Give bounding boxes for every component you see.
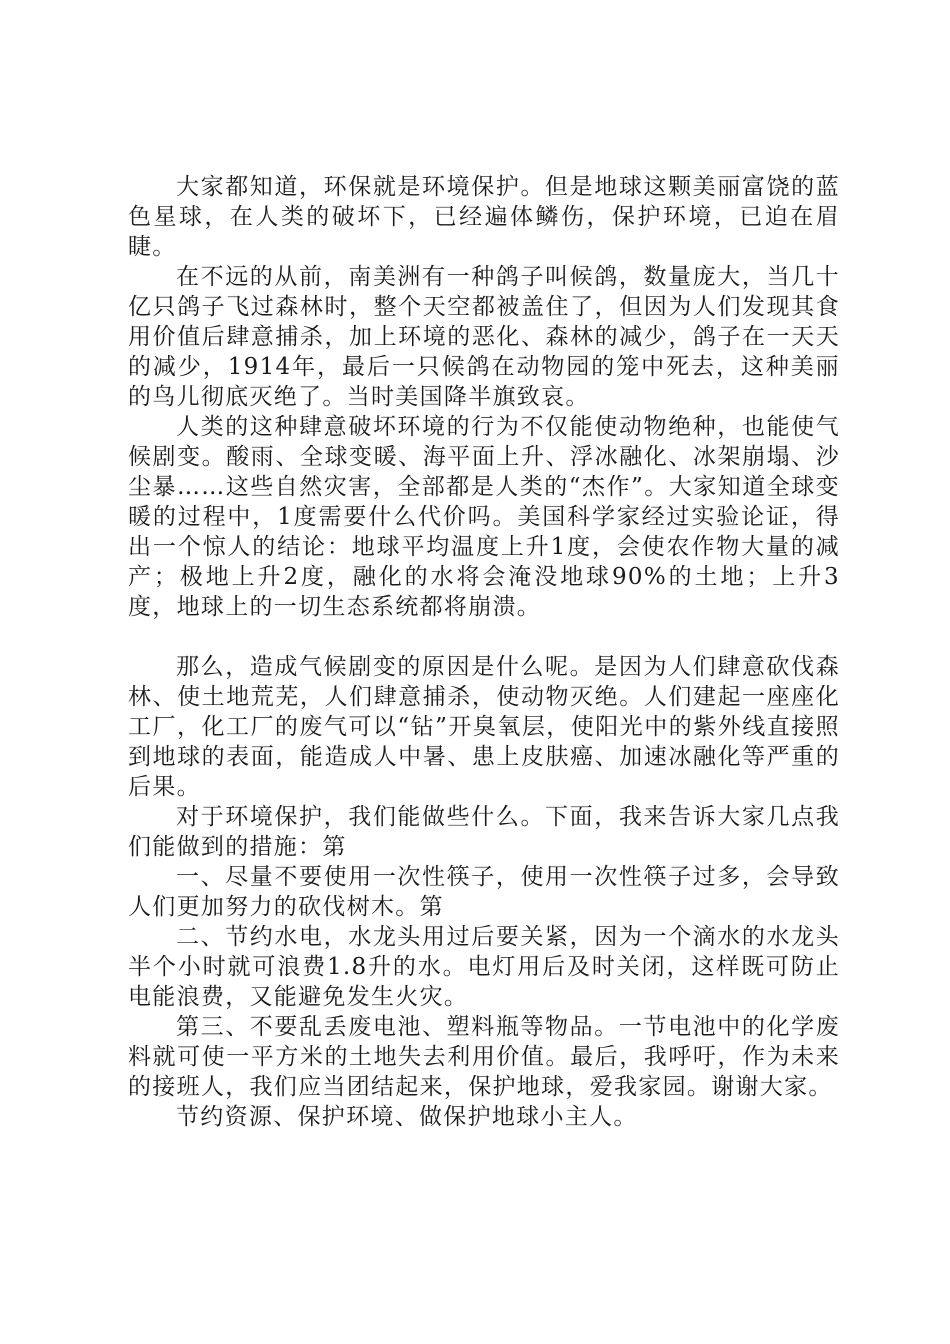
document-body xyxy=(128,172,840,1132)
paragraph-measure-two: 二、节约水电，水龙头用过后要关紧，因为一个滴水的水龙头半个小时就可浪费1.8升的水。电灯用后及时关闭，这样既可防止电能浪费，又能避免发生火灾。 xyxy=(128,924,840,1010)
paragraph-climate-change: 人类的这种肆意破坏环境的行为不仅能使动物绝种，也能使气候剧变。酸雨、全球变暖、海平面上升、浮冰融化、冰架崩塌、沙尘暴……这些自然灾害，全部都是人类的“杰作”。大家知道全球变暖的过程中，1度需要什么代价吗。美国科学家经过实验论证，得出一个惊人的结论：地球平均温度上升1度，会使农作物大量的减产；极地上升2度，融化的水将会淹没地球90%的土地；上升3度，地球上的一切生态系统都将崩溃。 xyxy=(128,414,840,620)
paragraph-measure-three: 第三、不要乱丢废电池、塑料瓶等物品。一节电池中的化学废料就可使一平方米的土地失去利用价值。最后，我呼吁，作为未来的接班人，我们应当团结起来，保护地球，爱我家园。谢谢大家。 xyxy=(128,1014,840,1100)
paragraph-intro: 大家都知道，环保就是环境保护。但是地球这颗美丽富饶的蓝色星球，在人类的破坏下，已经遍体鳞伤，保护环境，已迫在眉睫。 xyxy=(128,174,840,260)
paragraph-passenger-pigeon: 在不远的从前，南美洲有一种鸽子叫候鸽，数量庞大，当几十亿只鸽子飞过森林时，整个天空都被盖住了，但因为人们发现其食用价值后肆意捕杀，加上环境的恶化、森林的减少，鸽子在一天天的减少，1914年，最后一只候鸽在动物园的笼中死去，这种美丽的鸟儿彻底灭绝了。当时美国降半旗致哀。 xyxy=(128,264,840,410)
paragraph-spacer xyxy=(128,622,840,652)
paragraph-closing-slogan: 节约资源、保护环境、做保护地球小主人。 xyxy=(176,1104,638,1130)
paragraph-causes: 那么，造成气候剧变的原因是什么呢。是因为人们肆意砍伐森林、使土地荒芜，人们肆意捕杀，使动物灭绝。人们建起一座座化工厂，化工厂的废气可以“钻”开臭氧层，使阳光中的紫外线直接照到地球的表面，能造成人中暑、患上皮肤癌、加速冰融化等严重的后果。 xyxy=(128,654,840,800)
paragraph-measure-one: 一、尽量不要使用一次性筷子，使用一次性筷子过多，会导致人们更加努力的砍伐树木。第 xyxy=(128,864,840,920)
paragraph-measures-intro: 对于环境保护，我们能做些什么。下面，我来告诉大家几点我们能做到的措施：第 xyxy=(128,804,840,860)
